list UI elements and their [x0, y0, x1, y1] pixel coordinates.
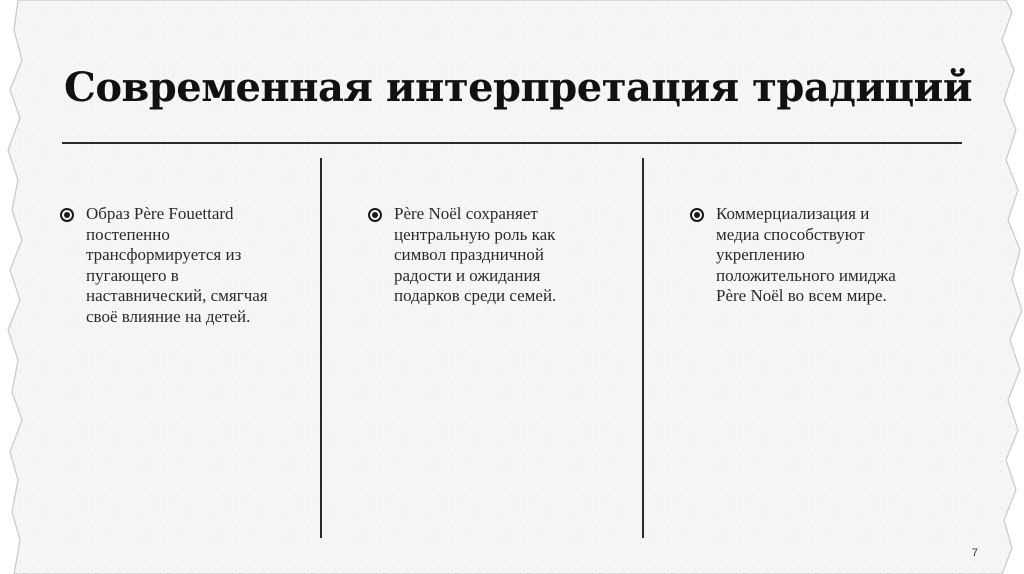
column-2 — [368, 204, 598, 307]
column-text: Père Noël сохраняет центральную роль как символ праздничной радости и ожидания подарков среди семей. — [394, 204, 557, 305]
title-divider — [62, 142, 962, 144]
bullet-icon — [690, 208, 704, 222]
column-1 — [60, 204, 290, 327]
page-number: 7 — [971, 547, 978, 559]
column-divider — [320, 158, 322, 538]
slide-title: Современная интерпретация традиций — [64, 64, 972, 111]
bullet-icon — [60, 208, 74, 222]
column-divider — [642, 158, 644, 538]
column-text: Образ Père Fouettard постепенно трансформируется из пугающего в наставнический, смягчая своё влияние на детей. — [86, 204, 268, 326]
bullet-icon — [368, 208, 382, 222]
column-text: Коммерциализация и медиа способствуют укреплению положительного имиджа Père Noël во всем мире. — [716, 204, 896, 305]
column-3 — [690, 204, 920, 307]
